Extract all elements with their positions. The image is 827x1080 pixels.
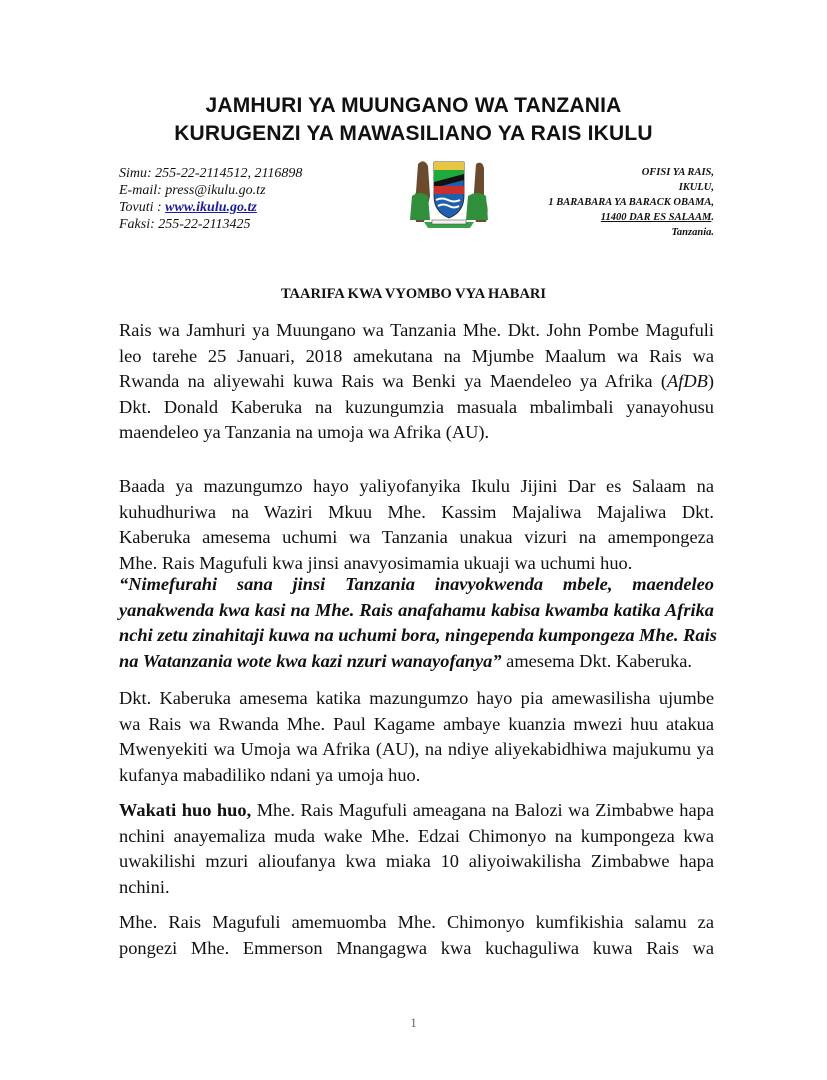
text-line	[119, 936, 714, 962]
paragraph	[119, 572, 717, 674]
address-block	[548, 165, 714, 240]
text-line	[119, 798, 714, 824]
text-line	[119, 649, 714, 675]
text-segment: Rais wa Jamhuri ya Muungano wa Tanzania Mhe. Dkt. John Pombe Magufuli	[119, 320, 714, 340]
text-segment: Kaberuka amesema uchumi wa Tanzania unakua vizuri na amempongeza	[119, 527, 714, 548]
text-segment: nchini.	[119, 876, 170, 897]
website-link[interactable]: www.ikulu.go.tz	[165, 200, 257, 215]
website-label: Tovuti :	[119, 200, 166, 215]
document-title: TAARIFA KWA VYOMBO VYA HABARI	[280, 286, 547, 302]
page-number: 1	[410, 1015, 417, 1030]
header-line-1: JAMHURI YA MUUNGANO WA TANZANIA	[205, 94, 622, 117]
text-segment: maendeleo ya Tanzania na umoja wa Afrika (AU).	[119, 422, 490, 443]
text-line	[119, 875, 714, 901]
text-segment: amesema Dkt. Kaberuka.	[501, 650, 693, 671]
phone: Simu: 255-22-2114512, 2116898	[119, 166, 303, 181]
text-segment: AfDB	[667, 371, 708, 392]
paragraph	[119, 318, 714, 446]
contact-block	[119, 165, 302, 233]
text-segment: wa Rais wa Rwanda Mhe. Paul Kagame ambaye kuanzia mwezi huu atakua	[119, 713, 714, 734]
address-line-4	[548, 210, 714, 225]
text-segment: uwakilishi mzuri alioufanya kwa miaka 10 aliyoiwakilisha Zimbabwe hapa	[119, 851, 714, 872]
address-line-5: Tanzania.	[671, 227, 714, 238]
text-line	[119, 737, 714, 763]
address-line-1: OFISI YA RAIS,	[641, 167, 714, 178]
text-line	[119, 712, 714, 738]
paragraph	[119, 474, 714, 576]
text-line	[119, 318, 714, 344]
text-segment: yanakwenda kwa kasi na Mhe. Rais anafahamu kabisa kwamba katika Afrika	[119, 599, 714, 620]
address-city-end: .	[711, 212, 714, 223]
text-segment: Dkt. Donald Kaberuka na kuzungumzia masuala mbalimbali yanayohusu	[119, 396, 714, 417]
text-segment: Mhe. Rais Magufuli ameagana na Balozi wa Zimbabwe hapa	[251, 800, 714, 820]
text-segment: Baada ya mazungumzo hayo yaliyofanyika Ikulu Jijini Dar es Salaam na	[119, 476, 714, 496]
text-line	[119, 369, 714, 395]
email: E-mail: press@ikulu.go.tz	[119, 183, 266, 198]
text-line	[119, 420, 714, 446]
paragraph	[119, 686, 714, 788]
text-line	[119, 623, 717, 649]
text-segment: na Watanzania wote kwa kazi nzuri wanayofanya”	[119, 650, 502, 671]
website-row	[119, 199, 302, 216]
text-segment: nchi zetu zinahitaji kuwa na uchumi bora, ningependa kumpongeza Mhe. Rais	[119, 625, 717, 646]
text-segment: )	[707, 371, 714, 392]
paragraph	[119, 910, 714, 961]
text-line	[119, 849, 714, 875]
text-segment: “Nimefurahi sana jinsi Tanzania inavyokwenda mbele, maendeleo	[119, 574, 714, 594]
text-line	[119, 395, 714, 421]
address-line-3: 1 BARABARA YA BARACK OBAMA,	[548, 197, 714, 208]
text-segment: Mhe. Rais Magufuli kwa jinsi anavyosimamia ukuaji wa uchumi huo.	[119, 552, 633, 573]
text-segment: leo tarehe 25 Januari, 2018 amekutana na Mjumbe Maalum wa Rais wa	[119, 345, 714, 366]
coat-of-arms-icon	[404, 152, 494, 232]
text-segment: Wakati huo huo,	[119, 800, 252, 820]
header-line-2: KURUGENZI YA MAWASILIANO YA RAIS IKULU	[174, 122, 653, 145]
text-line	[119, 763, 714, 789]
text-line	[119, 474, 714, 500]
text-segment: nchini anayemaliza muda wake Mhe. Edzai Chimonyo na kumpongeza kwa	[119, 825, 714, 846]
text-line	[119, 525, 714, 551]
text-line	[119, 598, 714, 624]
address-city: 11400 DAR ES SALAAM	[600, 212, 712, 223]
fax: Faksi: 255-22-2113425	[119, 217, 251, 232]
address-line-2: IKULU,	[678, 182, 714, 193]
text-segment: kuhudhuriwa na Waziri Mkuu Mhe. Kassim Majaliwa Majaliwa Dkt.	[119, 501, 714, 522]
text-line	[119, 910, 714, 936]
paragraph	[119, 798, 714, 900]
text-segment: Dkt. Kaberuka amesema katika mazungumzo hayo pia amewasilisha ujumbe	[119, 688, 714, 708]
text-line	[119, 572, 714, 598]
text-line	[119, 500, 714, 526]
text-line	[119, 824, 714, 850]
text-segment: Rwanda na aliyewahi kuwa Rais wa Benki ya Maendeleo ya Afrika (	[119, 371, 668, 392]
text-segment: kufanya mabadiliko ndani ya umoja huo.	[119, 764, 421, 785]
text-line	[119, 686, 714, 712]
text-segment: Mhe. Rais Magufuli amemuomba Mhe. Chimonyo kumfikishia salamu za	[119, 912, 714, 932]
text-segment: Mwenyekiti wa Umoja wa Afrika (AU), na ndiye aliyekabidhiwa majukumu ya	[119, 739, 714, 760]
text-segment: pongezi Mhe. Emmerson Mnangagwa kwa kuchaguliwa kuwa Rais wa	[119, 937, 714, 958]
text-line	[119, 344, 714, 370]
